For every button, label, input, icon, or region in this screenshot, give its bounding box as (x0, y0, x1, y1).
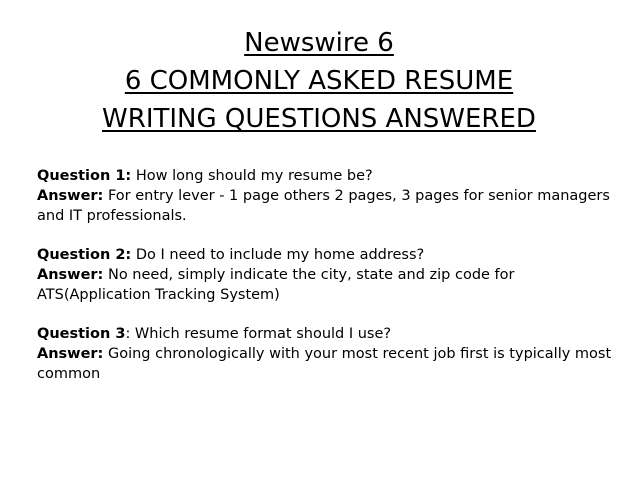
answer-2-text: No need, simply indicate the city, state and zip code for ATS(Application Tracking System) (37, 267, 515, 303)
answer-3-text: Going chronologically with your most recent job first is typically most common (37, 346, 612, 382)
question-3-label: Question 3 (37, 326, 126, 342)
question-3 (37, 324, 612, 344)
qa-item-3 (37, 324, 612, 384)
answer-1 (37, 186, 612, 226)
slide-title (30, 24, 608, 138)
answer-3-label: Answer: (37, 346, 104, 362)
question-2-text: Do I need to include my home address? (131, 247, 425, 263)
title-line-3: WRITING QUESTIONS ANSWERED (102, 104, 536, 134)
question-1-text: How long should my resume be? (131, 168, 373, 184)
title-line-2: 6 COMMONLY ASKED RESUME (124, 66, 514, 96)
answer-3 (37, 344, 612, 384)
qa-item-2 (37, 245, 612, 305)
question-2-label: Question 2: (37, 247, 132, 263)
question-2 (37, 245, 612, 265)
answer-1-label: Answer: (37, 188, 104, 204)
question-1-label: Question 1: (37, 168, 132, 184)
qa-item-1 (37, 166, 612, 226)
question-3-text: : Which resume format should I use? (125, 326, 392, 342)
title-line-1: Newswire 6 (244, 28, 394, 58)
answer-1-text: For entry lever - 1 page others 2 pages, 3 pages for senior managers and IT professionals. (37, 188, 610, 224)
answer-2-label: Answer: (37, 267, 104, 283)
answer-2 (37, 265, 612, 305)
question-1 (37, 166, 612, 186)
qa-list (37, 166, 612, 403)
